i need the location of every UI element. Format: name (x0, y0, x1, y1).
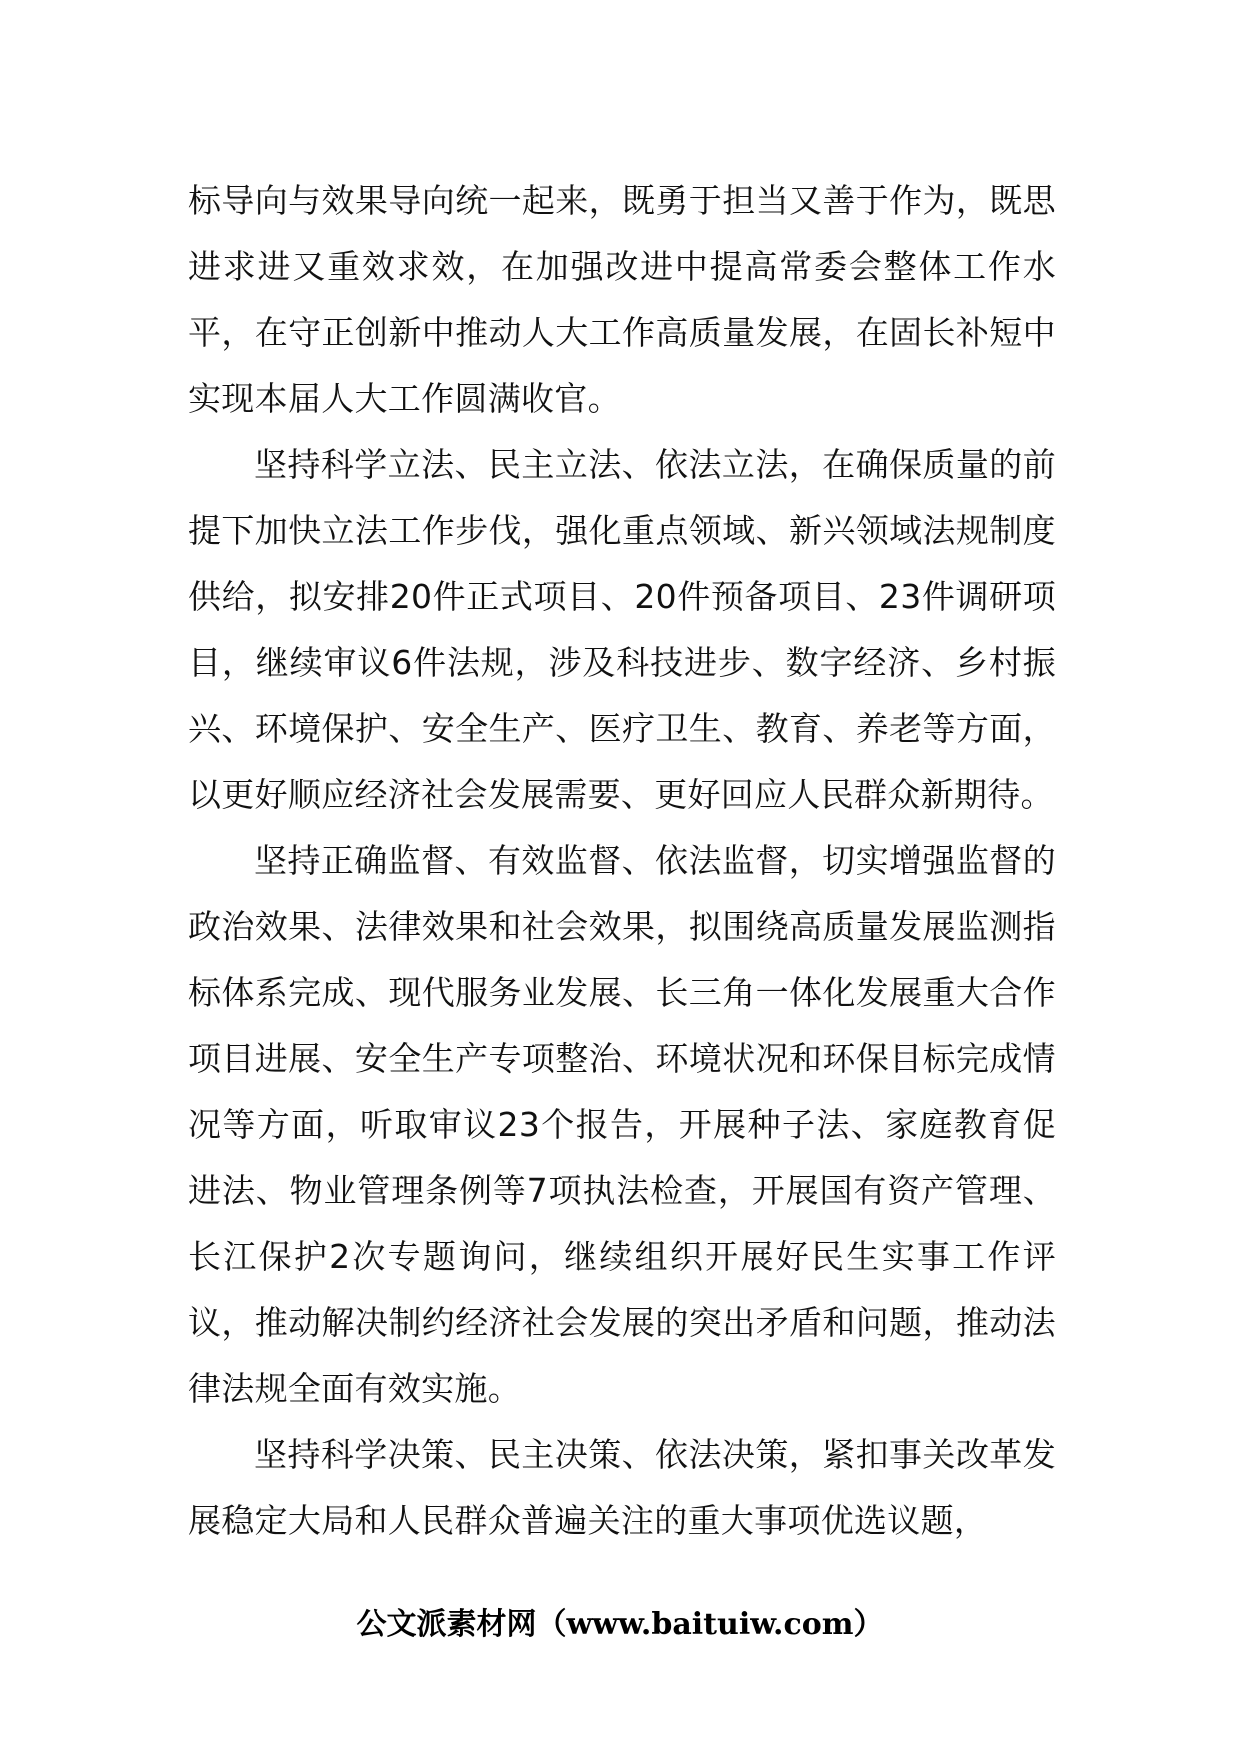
paragraph-2: 坚持科学立法、民主立法、依法立法，在确保质量的前提下加快立法工作步伐，强化重点领域、新兴领域法规制度供给，拟安排20件正式项目、20件预备项目、23件调研项目，继续审议6件法规，涉及科技进步、数字经济、乡村振兴、环境保护、安全生产、医疗卫生、教育、养老等方面，以更好顺应经济社会发展需要、更好回应人民群众新期待。 (188, 445, 1056, 814)
paragraph-4: 坚持科学决策、民主决策、依法决策，紧扣事关改革发展稳定大局和人民群众普遍关注的重大事项优选议题， (188, 1435, 1056, 1540)
document-body (188, 168, 1056, 1554)
footer-watermark-text: 公文派素材网（www.baituiw.com） (356, 1607, 884, 1642)
paragraph-1: 标导向与效果导向统一起来，既勇于担当又善于作为，既思进求进又重效求效，在加强改进中提高常委会整体工作水平，在守正创新中推动人大工作高质量发展，在固长补短中实现本届人大工作圆满收官。 (188, 181, 1056, 418)
paragraph-3: 坚持正确监督、有效监督、依法监督，切实增强监督的政治效果、法律效果和社会效果，拟围绕高质量发展监测指标体系完成、现代服务业发展、长三角一体化发展重大合作项目进展、安全生产专项整治、环境状况和环保目标完成情况等方面，听取审议23个报告，开展种子法、家庭教育促进法、物业管理条例等7项执法检查，开展国有资产管理、长江保护2次专题询问，继续组织开展好民生实事工作评议，推动解决制约经济社会发展的突出矛盾和问题，推动法律法规全面有效实施。 (188, 841, 1056, 1408)
